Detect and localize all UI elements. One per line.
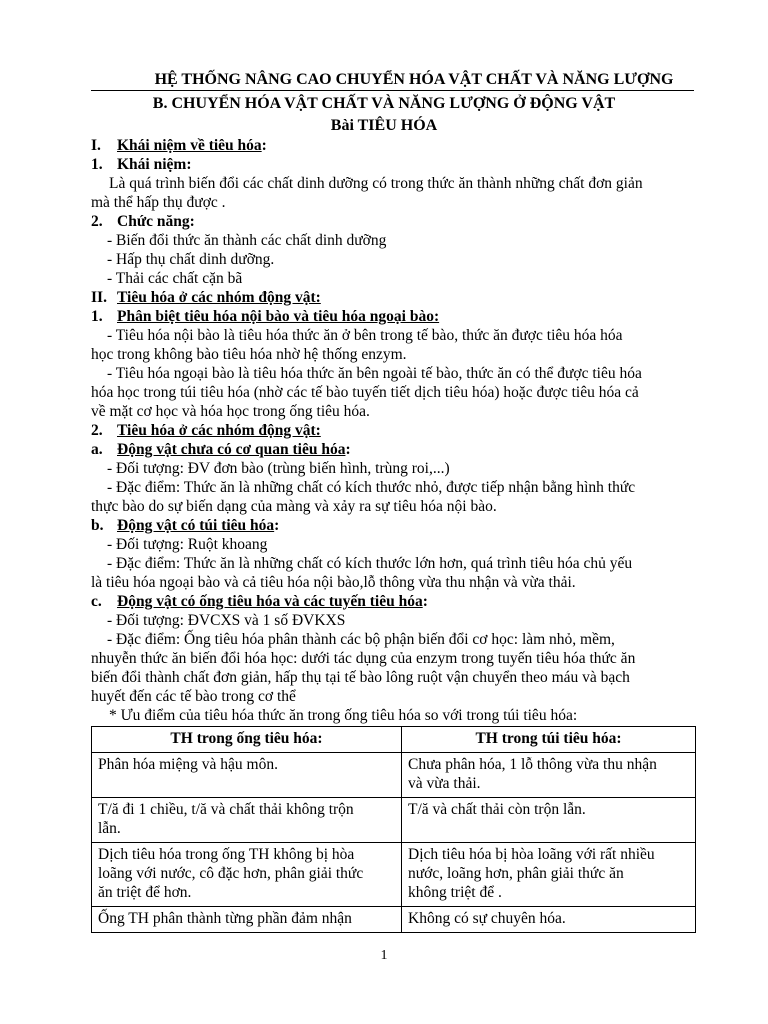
subheading-number: 1.: [91, 308, 103, 325]
table-header-cell: TH trong túi tiêu hóa:: [402, 727, 696, 753]
paragraph-line: biến đổi thành chất đơn giản, hấp thụ tại tế bào lông ruột vận chuyển theo máu và bạch: [91, 669, 630, 686]
table-cell: [402, 843, 696, 907]
cell-line: không triệt để .: [408, 884, 502, 901]
header-rule: [91, 90, 694, 91]
heading-number: II.: [91, 289, 107, 306]
cell-line: loãng với nước, cô đặc hơn, phân giải thức: [98, 865, 364, 882]
table-row: [92, 843, 696, 907]
subheading-number: a.: [91, 441, 103, 458]
subheading-text: Động vật có ống tiêu hóa và các tuyến tiêu hóa: [117, 593, 423, 610]
subheading-number: 2.: [91, 422, 103, 439]
list-item: - Đối tượng: ĐV đơn bào (trùng biến hình, trùng roi,...): [107, 460, 450, 477]
cell-line: lẫn.: [98, 820, 121, 837]
table-header-cell: TH trong ống tiêu hóa:: [92, 727, 402, 753]
subheading-number: 1.: [91, 156, 103, 173]
paragraph-line: nhuyễn thức ăn biến đổi hóa học: dưới tác dụng của enzym trong tuyến tiêu hóa thức ăn: [91, 650, 636, 667]
subheading-text: Chức năng:: [117, 213, 195, 230]
list-item: - Đặc điểm: Thức ăn là những chất có kích thước lớn hơn, quá trình tiêu hóa chủ yếu: [107, 555, 633, 572]
paragraph-line: hóa học trong túi tiêu hóa (nhờ các tế bào tuyến tiết dịch tiêu hóa) hoặc được tiêu hóa cả: [91, 384, 639, 401]
table-row: [92, 907, 696, 933]
cell-line: và vừa thải.: [408, 775, 481, 792]
heading-text: Khái niệm về tiêu hóa: [117, 137, 262, 154]
cell-line: T/ă và chất thải còn trộn lẫn.: [408, 801, 586, 818]
subheading-colon: :: [274, 517, 280, 534]
document-body: [91, 136, 696, 933]
subheading-phan-biet: [91, 307, 696, 326]
table-cell: [92, 907, 402, 933]
paragraph-line: thực bào do sự biến dạng của màng và xảy ra sự tiêu hóa nội bào.: [91, 498, 497, 515]
paragraph-line: là tiêu hóa ngoại bào và cả tiêu hóa nội bào,lỗ thông vừa thu nhận và vừa thải.: [91, 574, 576, 591]
lesson-title: Bài TIÊU HÓA: [330, 117, 438, 134]
table-cell: [402, 907, 696, 933]
list-item: - Thải các chất cặn bã: [107, 270, 243, 287]
heading-text: Tiêu hóa ở các nhóm động vật:: [117, 289, 321, 306]
list-item: - Hấp thụ chất dinh dưỡng.: [107, 251, 275, 268]
cell-line: Dịch tiêu hóa bị hòa loãng với rất nhiều: [408, 846, 655, 863]
subheading-colon: :: [345, 441, 351, 458]
subheading-text: Động vật chưa có cơ quan tiêu hóa: [117, 441, 346, 458]
heading-2: [91, 288, 696, 307]
cell-line: T/ă đi 1 chiều, t/ă và chất thải không trộn: [98, 801, 354, 818]
paragraph-line: học trong không bào tiêu hóa nhờ hệ thống enzym.: [91, 346, 407, 363]
cell-line: ăn triệt để hơn.: [98, 884, 192, 901]
subheading-number: c.: [91, 593, 102, 610]
comparison-table: [91, 726, 696, 933]
paragraph-line: Là quá trình biến đổi các chất dinh dưỡng có trong thức ăn thành những chất đơn giản: [109, 175, 643, 192]
cell-line: Dịch tiêu hóa trong ống TH không bị hòa: [98, 846, 355, 863]
subheading-number: b.: [91, 517, 104, 534]
list-item: - Đối tượng: Ruột khoang: [107, 536, 268, 553]
subheading-number: 2.: [91, 213, 103, 230]
page-number: 1: [380, 948, 388, 963]
list-item: - Đối tượng: ĐVCXS và 1 số ĐVKXS: [107, 612, 346, 629]
list-item: - Đặc điểm: Ống tiêu hóa phân thành các bộ phận biến đổi cơ học: làm nhỏ, mềm,: [107, 631, 615, 648]
cell-line: Không có sự chuyên hóa.: [408, 910, 566, 927]
cell-line: nước, loãng hơn, phân giải thức ăn: [408, 865, 624, 882]
section-title: B. CHUYỂN HÓA VẬT CHẤT VÀ NĂNG LƯỢNG Ở ĐỘNG VẬT: [152, 95, 616, 112]
subheading-a: [91, 440, 696, 459]
cell-line: Phân hóa miệng và hậu môn.: [98, 756, 278, 773]
paragraph-line: huyết đến các tế bào trong cơ thể: [91, 688, 296, 705]
subheading-text: Động vật có túi tiêu hóa: [117, 517, 275, 534]
paragraph-line: - Tiêu hóa nội bào là tiêu hóa thức ăn ở bên trong tế bào, thức ăn được tiêu hóa hóa: [107, 327, 623, 344]
heading-1: [91, 136, 696, 155]
table-cell: [92, 843, 402, 907]
cell-line: Chưa phân hóa, 1 lỗ thông vừa thu nhận: [408, 756, 657, 773]
cell-line: Ống TH phân thành từng phần đảm nhận: [98, 910, 352, 927]
heading-number: I.: [91, 137, 101, 154]
paragraph-line: về mặt cơ học và hóa học trong ống tiêu hóa.: [91, 403, 370, 420]
document-header-title: HỆ THỐNG NÂNG CAO CHUYỂN HÓA VẬT CHẤT VÀ NĂNG LƯỢNG: [154, 71, 674, 88]
table-header-row: [92, 727, 696, 753]
subheading-b: [91, 516, 696, 535]
table-row: [92, 753, 696, 798]
table-cell: [92, 798, 402, 843]
paragraph-line: - Tiêu hóa ngoại bào là tiêu hóa thức ăn bên ngoài tế bào, thức ăn có thể được tiêu hóa: [107, 365, 642, 382]
table-row: [92, 798, 696, 843]
list-item: - Đặc điểm: Thức ăn là những chất có kích thước nhỏ, được tiếp nhận bằng hình thức: [107, 479, 636, 496]
table-cell: [402, 798, 696, 843]
subheading-c: [91, 592, 696, 611]
table-cell: [402, 753, 696, 798]
subheading-nhom-dong-vat: [91, 421, 696, 440]
subheading-khai-niem: [91, 155, 696, 174]
subheading-chuc-nang: [91, 212, 696, 231]
subheading-text: Phân biệt tiêu hóa nội bào và tiêu hóa ngoại bào:: [117, 308, 440, 325]
paragraph-line: mà thể hấp thụ được .: [91, 194, 226, 211]
subheading-text: Tiêu hóa ở các nhóm động vật:: [117, 422, 321, 439]
note-line: * Ưu điểm của tiêu hóa thức ăn trong ống tiêu hóa so với trong túi tiêu hóa:: [109, 707, 578, 724]
subheading-text: Khái niệm:: [117, 156, 192, 173]
heading-colon: :: [261, 137, 267, 154]
list-item: - Biến đổi thức ăn thành các chất dinh dưỡng: [107, 232, 387, 249]
table-cell: [92, 753, 402, 798]
subheading-colon: :: [422, 593, 428, 610]
